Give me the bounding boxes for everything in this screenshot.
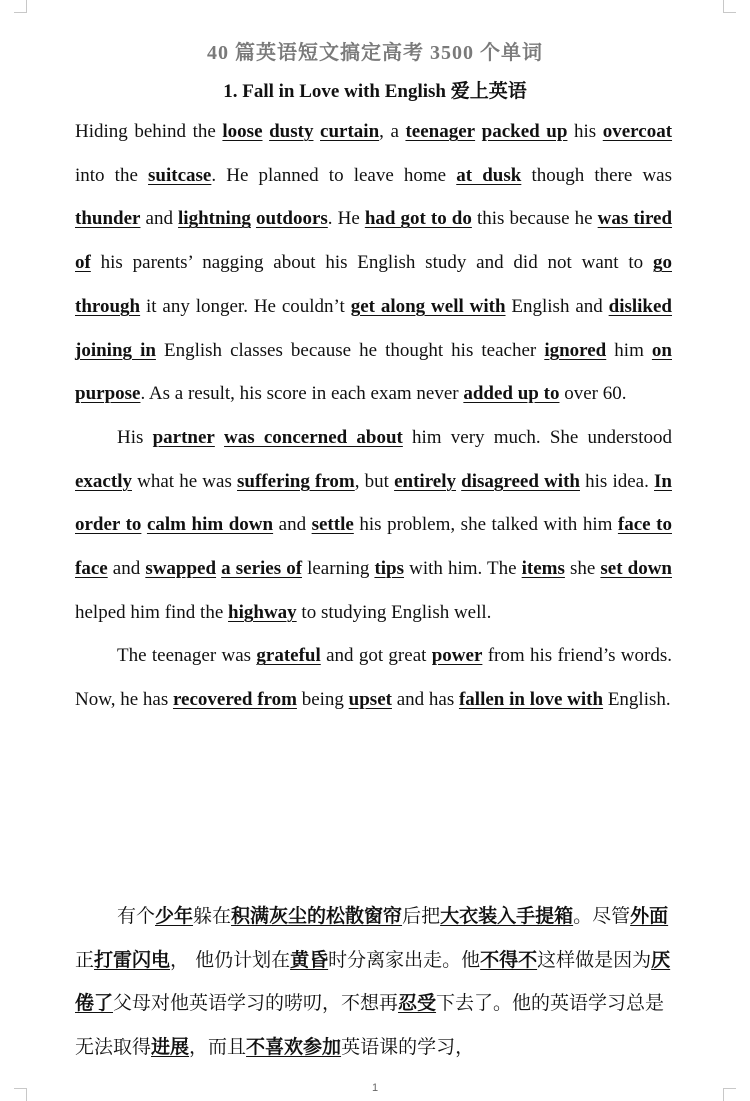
vocabulary-term: 积满灰尘的松散窗帘	[231, 905, 403, 927]
vocabulary-term: tips	[374, 558, 405, 580]
page-number: 1	[371, 1082, 379, 1094]
vocabulary-term: set down	[600, 558, 672, 580]
text-run: helped him find the	[75, 601, 229, 623]
vocabulary-term: items	[521, 558, 565, 580]
text-run: 躲在	[193, 905, 232, 927]
crop-mark-top-left	[14, 0, 27, 13]
vocabulary-term: on purpose	[75, 339, 672, 405]
text-run: Hiding behind the	[75, 121, 223, 142]
vocabulary-term: 进展	[151, 1035, 190, 1058]
text-run: English.	[603, 689, 671, 711]
text-run: this because he	[471, 208, 598, 230]
vocabulary-term: packed up	[481, 121, 568, 142]
text-run: from his friend’s words. Now, he has	[75, 645, 673, 711]
text-run: His	[117, 426, 153, 448]
vocabulary-term: thunder	[75, 208, 141, 230]
vocabulary-term: go through	[75, 252, 672, 317]
vocabulary-term: partner	[152, 426, 215, 448]
vocabulary-term: In order to	[75, 470, 672, 536]
text-run: 这样做是因为	[537, 948, 652, 971]
vocabulary-term: exactly	[75, 470, 132, 492]
vocabulary-term: recovered from	[172, 689, 297, 711]
text-run: 英语课的学习，	[341, 1035, 475, 1058]
english-article	[75, 110, 672, 722]
vocabulary-term: upset	[348, 689, 392, 711]
text-run: she	[564, 558, 601, 580]
paragraph-2	[75, 416, 672, 635]
text-run: and	[273, 514, 312, 536]
text-run: 正	[75, 948, 95, 971]
text-run: . He	[327, 208, 365, 230]
vocabulary-term: 厌倦了	[75, 948, 671, 1014]
vocabulary-term: a series of	[221, 558, 303, 580]
text-run: though there was	[521, 164, 672, 186]
text-run: to studying English well.	[296, 601, 492, 623]
chinese-translation	[75, 895, 672, 1069]
text-run: 。尽管	[573, 905, 631, 927]
paragraph-1	[75, 110, 672, 416]
section-title: 1. Fall in Love with English 爱上英语	[223, 81, 527, 102]
text-run	[215, 427, 224, 448]
document-title: 40 篇英语短文搞定高考 3500 个单词	[207, 42, 543, 64]
text-run: into the	[75, 164, 149, 186]
vocabulary-term: dusty	[269, 121, 314, 142]
text-run: 父母对他英语学习的唠叨，不想再	[113, 992, 399, 1014]
vocabulary-term: swapped	[145, 558, 217, 580]
vocabulary-term: at dusk	[456, 164, 522, 186]
text-run: him	[606, 339, 652, 361]
vocabulary-term: added up to	[463, 383, 560, 405]
vocabulary-term: 打雷闪电	[94, 948, 171, 971]
text-run: with him. The	[404, 558, 522, 580]
text-run: 时分离家出走。他	[328, 948, 481, 971]
text-run: English and	[505, 295, 609, 317]
vocabulary-term: settle	[311, 514, 354, 536]
text-run: and has	[391, 689, 459, 711]
vocabulary-term: calm him down	[146, 514, 274, 536]
vocabulary-term: overcoat	[602, 121, 673, 142]
vocabulary-term: fallen in love with	[458, 689, 604, 711]
vocabulary-term: was concerned about	[224, 426, 403, 448]
text-run: . As a result, his score in each exam never	[140, 383, 464, 405]
vocabulary-term: highway	[228, 601, 297, 623]
text-run: English classes because he thought his teacher	[155, 339, 545, 361]
text-run: being	[296, 689, 349, 711]
vocabulary-term: lightning	[178, 208, 251, 230]
vocabulary-term: loose	[222, 121, 263, 142]
text-run: 有个	[117, 905, 156, 927]
text-run: . He planned to leave home	[211, 164, 457, 186]
text-run: ， 他仍计划在	[170, 948, 291, 971]
text-run: learning	[302, 558, 375, 580]
vocabulary-term: entirely	[394, 470, 457, 492]
text-run: his	[567, 121, 603, 142]
text-run: over 60.	[559, 383, 627, 405]
text-run: 下去了。他的英语学习总是无法取得	[75, 992, 665, 1058]
vocabulary-term: curtain	[320, 121, 380, 142]
vocabulary-term: get along well with	[350, 295, 506, 317]
vocabulary-term: 忍受	[398, 992, 437, 1014]
vocabulary-term: suitcase	[148, 164, 212, 186]
vocabulary-term: was tired of	[75, 208, 673, 274]
paragraph-3	[75, 634, 672, 721]
vocabulary-term: had got to do	[364, 208, 472, 230]
vocabulary-term: joining in	[75, 339, 156, 361]
vocabulary-term: 不得不	[480, 948, 538, 971]
vocabulary-term: 不喜欢参加	[246, 1035, 342, 1058]
vocabulary-term: disliked	[608, 295, 672, 317]
text-run: , a	[379, 121, 406, 142]
text-run: ，而且	[189, 1035, 247, 1058]
text-run: it any longer. He couldn’t	[140, 295, 351, 317]
vocabulary-term: 大衣装入手提箱	[440, 905, 574, 927]
vocabulary-term: face to face	[75, 514, 672, 580]
vocabulary-term: 黄昏	[290, 948, 329, 971]
crop-mark-top-right	[723, 0, 736, 13]
text-run: him very much. She understood	[402, 426, 672, 448]
text-run: his parents’ nagging about his English study and did not want to	[90, 252, 653, 274]
vocabulary-term: power	[431, 645, 483, 667]
vocabulary-term: teenager	[405, 121, 476, 142]
vocabulary-term: ignored	[544, 339, 607, 361]
text-run: what he was	[131, 470, 238, 492]
text-run: and	[140, 208, 179, 230]
text-run: and	[107, 558, 146, 580]
text-run: his problem, she talked with him	[353, 514, 618, 536]
translation-paragraph	[75, 895, 672, 1069]
text-run: The teenager was	[117, 645, 257, 667]
text-run: 后把	[402, 905, 441, 927]
vocabulary-term: 少年	[155, 905, 194, 927]
vocabulary-term: suffering from	[237, 470, 355, 492]
vocabulary-term: grateful	[256, 645, 321, 667]
vocabulary-term: outdoors	[255, 208, 328, 230]
vocabulary-term: 外面	[630, 905, 669, 927]
text-run: his idea.	[579, 470, 655, 492]
text-run	[475, 121, 482, 142]
text-run: , but	[354, 470, 395, 492]
vocabulary-term: disagreed with	[461, 470, 580, 492]
text-run: and got great	[320, 645, 432, 667]
